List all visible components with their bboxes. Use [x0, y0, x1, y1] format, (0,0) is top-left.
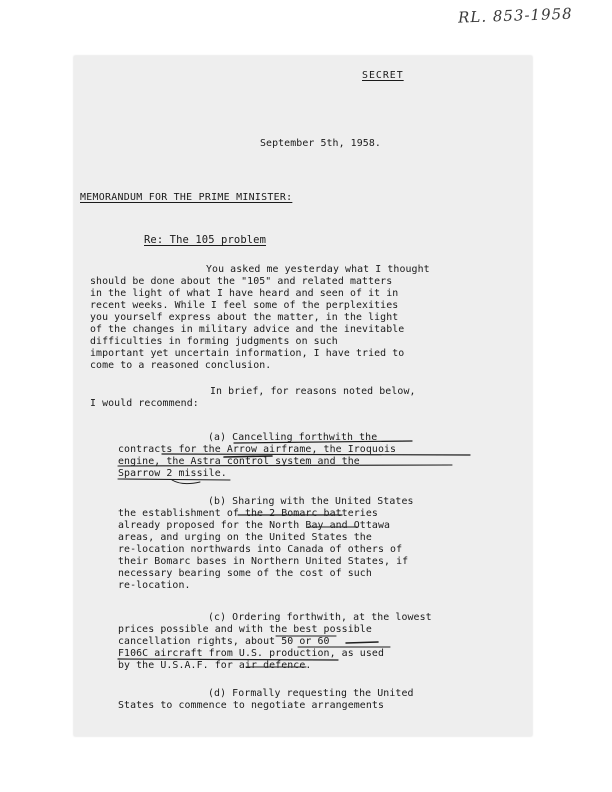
- memorandum-page: [74, 56, 532, 736]
- paragraph-line: important yet uncertain information, I have tried to: [90, 348, 405, 359]
- paragraph-line: re-location northwards into Canada of others of: [118, 544, 403, 555]
- paragraph-line: contracts for the Arrow airframe, the Iroquois: [118, 444, 397, 455]
- paragraph-line: their Bomarc bases in Northern United States, if: [118, 556, 409, 567]
- pen-underline: [234, 441, 412, 443]
- paragraph-line: by the U.S.A.F. for air defence.: [118, 660, 312, 671]
- paragraph-line: You asked me yesterday what I thought: [206, 264, 430, 275]
- classification-marking: SECRET: [362, 70, 404, 81]
- paragraph-line: (a) Cancelling forthwith the: [208, 432, 378, 443]
- memo-heading: MEMORANDUM FOR THE PRIME MINISTER:: [80, 192, 293, 203]
- paragraph-line: I would recommend:: [90, 398, 199, 409]
- pen-underline: [118, 479, 230, 480]
- paragraph-line: come to a reasoned conclusion.: [90, 360, 272, 371]
- pen-underline: [118, 465, 452, 466]
- pen-strike: [224, 456, 272, 457]
- paragraph-line: difficulties in forming judgments on such: [90, 336, 338, 347]
- paragraph-line: already proposed for the North Bay and Ottawa: [118, 520, 391, 531]
- paragraph-line: F106C aircraft from U.S. production, as used: [118, 648, 384, 659]
- paragraph-line: should be done about the "105" and related matters: [90, 276, 393, 287]
- paragraph-line: the establishment of the 2 Bomarc batteries: [118, 508, 378, 519]
- memo-subject: Re: The 105 problem: [144, 234, 267, 246]
- paragraph-line: in the light of what I have heard and seen of it in: [90, 288, 399, 299]
- paragraph-line: recent weeks. While I feel some of the perplexities: [90, 300, 399, 311]
- paragraph-line: re-location.: [118, 580, 191, 591]
- paragraph-line: of the changes in military advice and the inevitable: [90, 324, 405, 335]
- paragraph-line: (c) Ordering forthwith, at the lowest: [208, 612, 432, 623]
- archive-reference-annotation: RL. 853-1958: [457, 4, 573, 27]
- paragraph-line: Sparrow 2 missile.: [118, 468, 227, 479]
- paragraph-line: (d) Formally requesting the United: [208, 688, 414, 699]
- pen-underline: [162, 454, 470, 455]
- pen-mark: [172, 480, 200, 484]
- memo-date: September 5th, 1958.: [260, 138, 381, 149]
- paragraph-line: (b) Sharing with the United States: [208, 496, 414, 507]
- paragraph-line: In brief, for reasons noted below,: [210, 386, 416, 397]
- paragraph-line: prices possible and with the best possible: [118, 624, 372, 635]
- pen-strike: [346, 642, 378, 643]
- paragraph-line: necessary bearing some of the cost of such: [118, 568, 372, 579]
- paragraph-line: areas, and urging on the United States the: [118, 532, 372, 543]
- handwritten-marks: [74, 56, 532, 736]
- pen-underline: [118, 659, 338, 660]
- paragraph-line: States to commence to negotiate arrangements: [118, 700, 384, 711]
- paragraph-line: cancellation rights, about 50 or 60: [118, 636, 330, 647]
- paragraph-line: engine, the Astra control system and the: [118, 456, 360, 467]
- paragraph-line: you yourself express about the matter, in the light: [90, 312, 399, 323]
